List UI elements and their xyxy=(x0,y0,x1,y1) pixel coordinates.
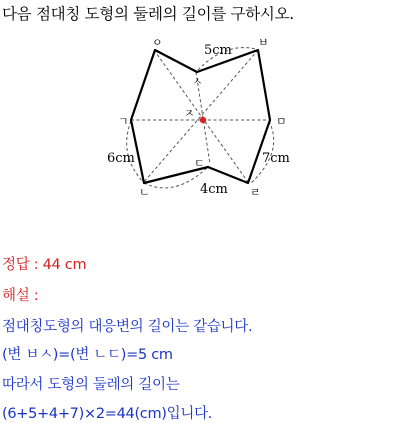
vertex-label-d: ㄷ xyxy=(194,157,205,170)
explanation-line-4: (6+5+4+7)×2=44(cm)입니다. xyxy=(2,406,213,422)
vertex-label-n: ㄴ xyxy=(139,186,150,199)
vertex-label-g: ㄱ xyxy=(118,115,129,128)
explanation-heading: 해설 : xyxy=(2,288,39,304)
center-point xyxy=(200,117,206,123)
length-label-bottom: 4cm xyxy=(200,182,228,197)
vertex-label-b: ㅂ xyxy=(258,36,269,49)
vertex-label-s: ㅅ xyxy=(192,75,203,88)
vertex-label-j: ㅈ xyxy=(184,107,195,120)
question-text: 다음 점대칭 도형의 둘레의 길이를 구하시오. xyxy=(2,5,294,23)
length-label-left: 6cm xyxy=(107,151,135,166)
point-symmetric-figure xyxy=(0,0,400,210)
length-label-right: 7cm xyxy=(262,151,290,166)
vertex-label-r: ㄹ xyxy=(250,186,261,199)
answer-line: 정답 : 44 cm xyxy=(2,257,87,273)
length-label-top: 5cm xyxy=(204,43,232,58)
vertex-label-m: ㅁ xyxy=(276,115,287,128)
explanation-line-2: (변 ㅂㅅ)=(변 ㄴㄷ)=5 cm xyxy=(2,347,173,363)
explanation-line-3: 따라서 도형의 둘레의 길이는 xyxy=(2,377,180,393)
explanation-line-1: 점대칭도형의 대응변의 길이는 같습니다. xyxy=(2,319,253,335)
vertex-label-o: ㅇ xyxy=(152,36,163,49)
